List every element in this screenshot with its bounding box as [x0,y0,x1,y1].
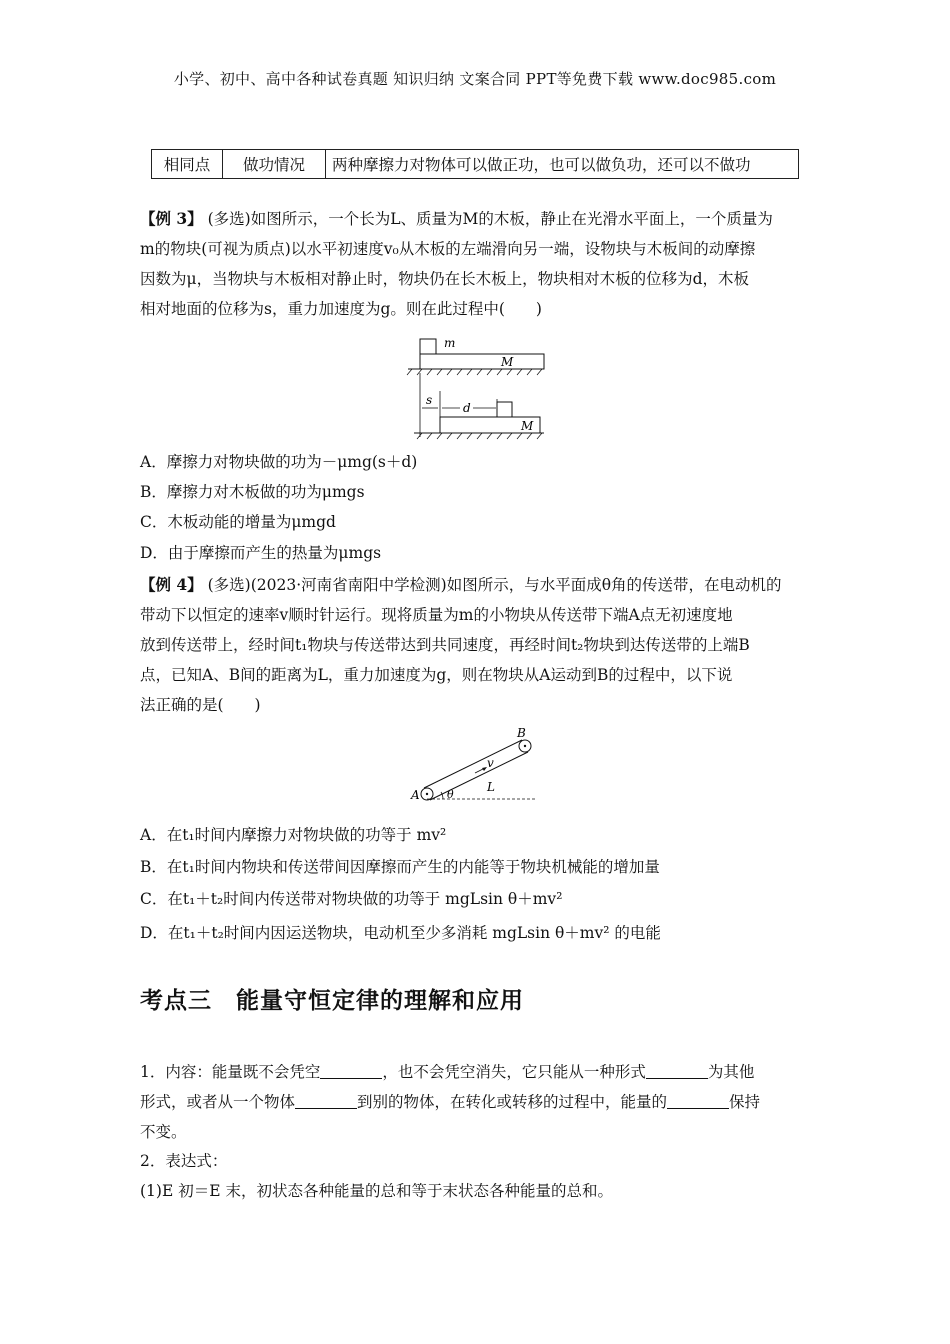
stem-line-1 [140,570,810,600]
label-a: A [411,788,420,802]
table-cell: 两种摩擦力对物体可以做正功，也可以做负功，还可以不做功 [326,150,799,179]
stem-line-5: 法正确的是( ) [140,696,261,714]
option-c: C．木板动能的增量为μmgd [140,513,336,531]
text-span: 到别的物体，在转化或转移的过程中，能量的 [357,1093,668,1111]
label-M-bottom: M [521,419,534,433]
option-c: C．在t₁＋t₂时间内传送带对物块做的功等于 mgLsin θ＋mv² [140,890,563,908]
source-tag: (多选)(2023·河南省南阳中学检测) [207,576,447,594]
block-m-top [420,339,436,354]
stem-text: 如图所示，一个长为L、质量为M的木板，静止在光滑水平面上，一个质量为 [250,210,773,228]
option-a: A．摩擦力对物块做的功为－μmg(s＋d) [140,453,418,471]
expression-heading: 2．表达式： [140,1152,228,1170]
block-m-bottom [497,402,512,417]
example-tag: 【例 3】 [140,209,203,228]
stem-line-3: 放到传送带上，经时间t₁物块与传送带达到共同速度，再经时间t₂物块到达传送带的上端B [140,636,750,654]
text-span: ，也不会凭空消失，它只能从一种形式 [382,1063,646,1081]
fill-blank[interactable] [320,1062,382,1079]
page-header: 小学、初中、高中各种试卷真题 知识归纳 文案合同 PPT等免费下载 www.doc985.com [173,70,777,88]
stem-line-4: 点，已知A、B间的距离为L，重力加速度为g，则在物块从A运动到B的过程中，以下说 [140,666,733,684]
ground-hatch-top [407,369,542,375]
table-row [152,150,799,179]
board-block-figure [400,333,550,443]
para-line-1 [140,1057,810,1087]
example-4-stem [140,570,810,720]
label-theta: θ [447,788,454,801]
label-s: s [426,393,433,407]
ground-hatch-bottom [417,433,542,439]
example-tag: 【例 4】 [140,575,203,594]
para-line-2 [140,1087,810,1117]
option-d: D．由于摩擦而产生的热量为μmgs [140,544,382,562]
board-top [420,354,544,369]
label-d: d [463,401,471,415]
comparison-table [151,149,799,179]
option-b: B．摩擦力对木板做的功为μmgs [140,483,365,501]
label-m: m [444,336,456,350]
label-M-top: M [501,355,514,369]
section-title: 考点三 能量守恒定律的理解和应用 [140,988,524,1014]
text-span: 保持 [729,1093,761,1111]
para-line-3: 不变。 [140,1123,187,1141]
multi-select-tag: (多选) [207,210,251,228]
text-span: 1．内容：能量既不会凭空 [140,1063,321,1081]
fill-blank[interactable] [667,1092,729,1109]
content-paragraph [140,1057,810,1147]
text-span: 为其他 [707,1063,755,1081]
label-v: v [487,756,494,770]
expression-formula: (1)E 初＝E 末，初状态各种能量的总和等于末状态各种能量的总和。 [140,1182,613,1200]
stem-line-2: 带动下以恒定的速率v顺时针运行。现将质量为m的小物块从传送带下端A点无初速度地 [140,606,733,624]
option-d: D．在t₁＋t₂时间内因运送物块，电动机至少多消耗 mgLsin θ＋mv² 的电能 [140,924,661,942]
stem-line-3: 因数为μ，当物块与木板相对静止时，物块仍在长木板上，物块相对木板的位移为d，木板 [140,270,749,288]
label-b: B [517,726,526,740]
label-l: L [487,780,495,794]
fill-blank[interactable] [295,1092,357,1109]
fill-blank[interactable] [646,1062,708,1079]
option-a: A．在t₁时间内摩擦力对物块做的功等于 mv² [140,826,447,844]
text-span: 形式，或者从一个物体 [140,1093,296,1111]
conveyor-belt-figure [405,725,545,810]
table-cell: 做功情况 [223,150,326,179]
stem-line-4: 相对地面的位移为s，重力加速度为g。则在此过程中( ) [140,300,542,318]
stem-line-2: m的物块(可视为质点)以水平初速度v₀从木板的左端滑向另一端，设物块与木板间的动摩擦 [140,240,756,258]
stem-text: 如图所示，与水平面成θ角的传送带，在电动机的 [446,576,782,594]
option-b: B．在t₁时间内物块和传送带间因摩擦而产生的内能等于物块机械能的增加量 [140,858,660,876]
table-cell: 相同点 [152,150,223,179]
example-3-stem [140,204,810,324]
stem-line-1 [140,204,810,234]
